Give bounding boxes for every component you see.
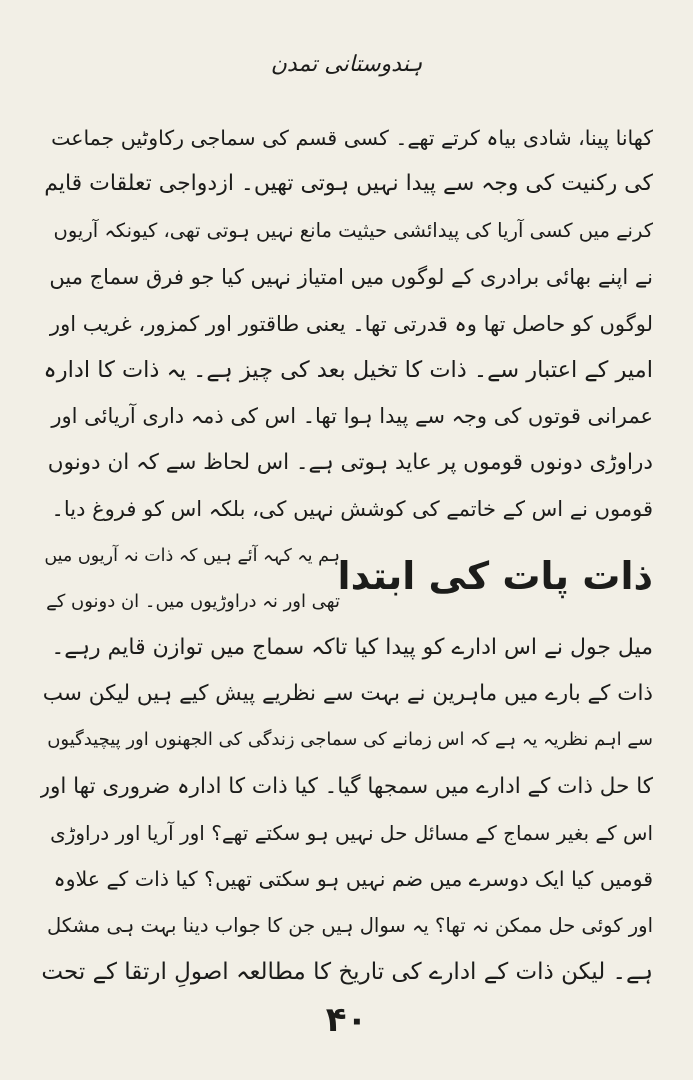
page-text [40,115,653,996]
text-line: کرنے میں کسی آریا کی پیدائشی حیثیت مانع نہیں ہوتی تھی، کیونکہ آریوں [53,218,653,242]
text-line: لوگوں کو حاصل تھا وہ قدرتی تھا۔ یعنی طاقتور اور کمزور، غریب اور [49,311,653,336]
text-line: قوموں نے اس کے خاتمے کی کوشش نہیں کی، بلکہ اس کو فروغ دیا۔ [51,497,653,522]
running-head: ہندوستانی تمدن [270,52,423,77]
text-line: اور کوئی حل ممکن نہ تھا؟ یہ سوال ہیں جن کا جواب دینا بہت ہی مشکل [46,913,653,937]
text-line: ہے۔ لیکن ذات کے ادارے کی تاریخ کا مطالعہ اصولِ ارتقا کے تحت [41,959,653,986]
text-line: نے اپنے بھائی برادری کے لوگوں میں امتیاز نہیں کیا جو فرق سماج میں [49,265,653,290]
paragraph-1 [40,115,653,533]
section-heading: ذات پات کی ابتدا [337,553,653,598]
heading-side-line: تھی اور نہ دراوڑیوں میں۔ ان دونوں کے [46,590,340,612]
text-line: دراوڑی دونوں قوموں پر عاید ہوتی ہے۔ اس لحاظ سے کہ ان دونوں [47,449,653,475]
page-number: ۴۰ [325,1000,368,1040]
heading-side-line: ہم یہ کہہ آئے ہیں کہ ذات نہ آریوں میں [44,545,340,566]
text-line: کا حل ذات کے ادارے میں سمجھا گیا۔ کیا ذات کا ادارہ ضروری تھا اور [40,773,653,799]
text-line: اس کے بغیر سماج کے مسائل حل نہیں ہو سکتے تھے؟ اور آریا اور دراوڑی [50,821,653,846]
text-line: عمرانی قوتوں کی وجہ سے پیدا ہوا تھا۔ اس کی ذمہ داری آریائی اور [51,404,653,429]
text-line: کی رکنیت کی وجہ سے پیدا نہیں ہوتی تھیں۔ ازدواجی تعلقات قایم [44,171,653,197]
text-line: قومیں کیا ایک دوسرے میں ضم نہیں ہو سکتی تھیں؟ کیا ذات کے علاوہ [53,867,653,892]
text-line: سے اہم نظریہ یہ ہے کہ اس زمانے کی سماجی زندگی کی الجھنوں اور پیچیدگیوں [47,729,653,751]
text-line: کھانا پینا، شادی بیاہ کرتے تھے۔ کسی قسم کی سماجی رکاوٹیں جماعت [51,126,653,150]
text-line: امیر کے اعتبار سے۔ ذات کا تخیل بعد کی چیز ہے۔ یہ ذات کا ادارہ [43,356,653,383]
text-line: ذات کے بارے میں ماہرین نے بہت سے نظریے پیش کیے ہیں لیکن سب [42,680,653,706]
paragraph-2 [40,625,653,996]
section-heading-block [40,533,653,625]
text-line: میل جول نے اس ادارے کو پیدا کیا تاکہ سماج میں توازن قایم رہے۔ [51,634,653,660]
